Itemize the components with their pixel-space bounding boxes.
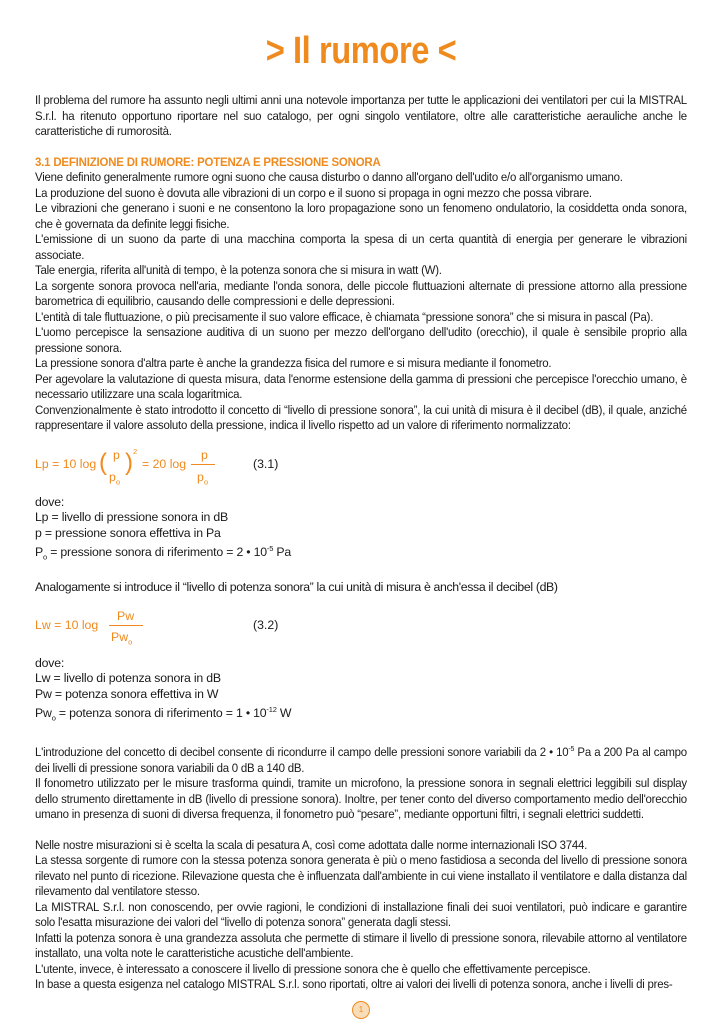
page-number: 1: [352, 1001, 370, 1019]
formula-3-1: [35, 447, 687, 489]
formula-lhs: Lw = 10 log: [35, 617, 99, 632]
formula-denominator: $Pw_o$: [111, 629, 133, 646]
page-title: > Il rumore <: [265, 30, 457, 72]
definition-line: $P_o$ = pressione sonora di riferimento = 2 • $10^{-5}$ Pa: [35, 544, 292, 562]
body-paragraph: L'entità di tale fluttuazione, o più precisamente il suo valore efficace, è chiamata “pressione sonora” che si misura in pascal (Pa).: [35, 309, 654, 324]
section-heading: 3.1 DEFINIZIONE DI RUMORE: POTENZA E PRESSIONE SONORA: [35, 154, 381, 169]
formula-numerator-2: p: [201, 447, 208, 462]
dove-label: dove:: [35, 655, 65, 670]
body-paragraph: Infatti la potenza sonora è una grandezza assoluta che permette di stimare il livello di pressione sonora, rilevabile attorno al ventilatore installato, una volta note le caratteristiche acustiche dell'ambiente.: [35, 930, 687, 961]
definitions-3-2: [35, 656, 687, 727]
formula-exponent: 2: [133, 446, 138, 456]
fraction-line: [109, 625, 143, 626]
body-paragraph: La produzione del suono è dovuta alle vibrazioni di un corpo e il suono si propaga in ogni mezzo che possa vibrare.: [35, 185, 592, 200]
body-paragraph: Convenzionalmente è stato introdotto il concetto di “livello di pressione sonora”, la cui unità di misura è il decibel (dB), il quale, anziché rappresentare il valore assoluto della pressione, indica il livello rispetto ad un valore di riferimento normalizzato:: [35, 402, 687, 432]
dove-label: dove:: [35, 494, 65, 509]
analog-paragraph: Analogamente si introduce il “livello di potenza sonora” la cui unità di misura è anch'essa il decibel (dB): [35, 580, 558, 595]
intro-paragraph: Il problema del rumore ha assunto negli ultimi anni una notevole importanza per tutte le applicazioni dei ventilatori per cui la MISTRAL S.r.l. ha ritenuto opportuno riportare nel suo catalogo, per ogni singolo ventilatore, oltre alle caratteristiche aerauliche anche le caratteristiche di rumorosità.: [35, 93, 687, 138]
body-paragraph: Tale energia, riferita all'unità di tempo, è la potenza sonora che si misura in watt (W).: [35, 263, 442, 277]
body-paragraph: Nelle nostre misurazioni si è scelta la scala di pesatura A, così come adottata dalle norme internazionali ISO 3744.: [35, 837, 588, 852]
body-paragraph: La pressione sonora d'altra parte è anche la grandezza fisica del rumore e si misura mediante il fonometro.: [35, 356, 552, 370]
formula-lhs: Lp = 10 log: [35, 456, 97, 471]
definition-line: Pw = potenza sonora effettiva in W: [35, 686, 219, 701]
body-paragraph: La MISTRAL S.r.l. non conoscendo, per ovvie ragioni, le condizioni di installazione finali dei suoi ventilatori, può indicare e garantire solo l'esatta misurazione dei valori del “livello di potenza sonora” generata dagli stessi.: [35, 899, 687, 930]
body-paragraph: La stessa sorgente di rumore con la stessa potenza sonora generata è più o meno fastidiosa a seconda del livello di pressione sonora rilevato nel punto di ricezione. Rilevazione questa che è influenzata dall'ambiente in cui viene installato il ventilatore e dalla distanza dal rilevamento dal ventilatore stesso.: [35, 853, 687, 899]
definition-line: $Pw_o$ = potenza sonora di riferimento = 1 • $10^{-12}$ W: [35, 705, 292, 723]
definition-line: p = pressione sonora effettiva in Pa: [35, 525, 221, 540]
body-paragraph: Le vibrazioni che generano i suoni e ne consentono la loro propagazione sono un fenomeno ondulatorio, la cosiddetta onda sonora, che è governata da definite leggi fisiche.: [35, 201, 687, 231]
body-paragraph: L'emissione di un suono da parte di una macchina comporta la spesa di un certa quantità di energia per generare le vibrazioni associate.: [35, 232, 687, 262]
formula-numerator: p: [113, 447, 120, 462]
formula-3-2: [35, 608, 687, 650]
definition-line: Lp = livello di pressione sonora in dB: [35, 510, 229, 524]
body-paragraph: In base a questa esigenza nel catalogo MISTRAL S.r.l. sono riportati, oltre ai valori dei livelli di potenza sonora, anche i livelli di pres-: [35, 977, 673, 992]
body-paragraph: L'utente, invece, è interessato a conoscere il livello di pressione sonora che è quello che effettivamente percepisce.: [35, 961, 591, 976]
definitions-3-1: [35, 495, 687, 566]
body-paragraph: Per agevolare la valutazione di questa misura, data l'enorme estensione della gamma di pressioni che percepisce l'orecchio umano, è necessario utilizzare una scala logaritmica.: [35, 371, 687, 401]
decibel-paragraph: L'introduzione del concetto di decibel consente di ricondurre il campo delle pressioni sonore variabili da 2 • $10^{-5}$ Pa a 200 Pa al campo dei livelli di pressione sonora variabili da 0 dB a 140 dB.: [35, 744, 687, 775]
close-paren: ): [125, 448, 133, 476]
equation-number: (3.1): [253, 456, 279, 471]
formula-middle: = 20 log: [142, 456, 187, 471]
document-page: [35, 0, 687, 993]
definition-line: Lw = livello di potenza sonora in dB: [35, 671, 221, 686]
body-paragraph: La sorgente sonora provoca nell'aria, mediante l'onda sonora, delle piccole fluttuazioni alternate di pressione attorno alla pressione barometrica di equilibrio, causando delle compressioni e delle depressioni.: [35, 278, 687, 308]
formula-numerator: Pw: [117, 608, 135, 623]
formula-denominator-2: $p_o$: [197, 469, 209, 486]
fonometro-paragraph: Il fonometro utilizzato per le misure trasforma quindi, tramite un microfono, la pressione sonora in segnali elettrici leggibili sul display dello strumento direttamente in dB (livello di pressione sonora). Inoltre, per tener conto del diverso comportamento medio dell'orecchio umano in presenza di suoni di diversa frequenza, il fonometro può “pesare”, mediante opportuni filtri, i segnali elettrici suddetti.: [35, 776, 687, 822]
open-paren: (: [99, 448, 107, 476]
body-paragraph: L'uomo percepisce la sensazione auditiva di un suono per mezzo dell'organo dell'udito (orecchio), il quale è sensibile proprio alla pressione sonora.: [35, 325, 687, 355]
formula-denominator: $p_o$: [109, 469, 121, 486]
body-paragraph: Viene definito generalmente rumore ogni suono che causa disturbo o danno all'organo dell'udito e/o all'organismo umano.: [35, 170, 623, 184]
fraction-line: [191, 464, 215, 465]
equation-number: (3.2): [253, 617, 279, 632]
